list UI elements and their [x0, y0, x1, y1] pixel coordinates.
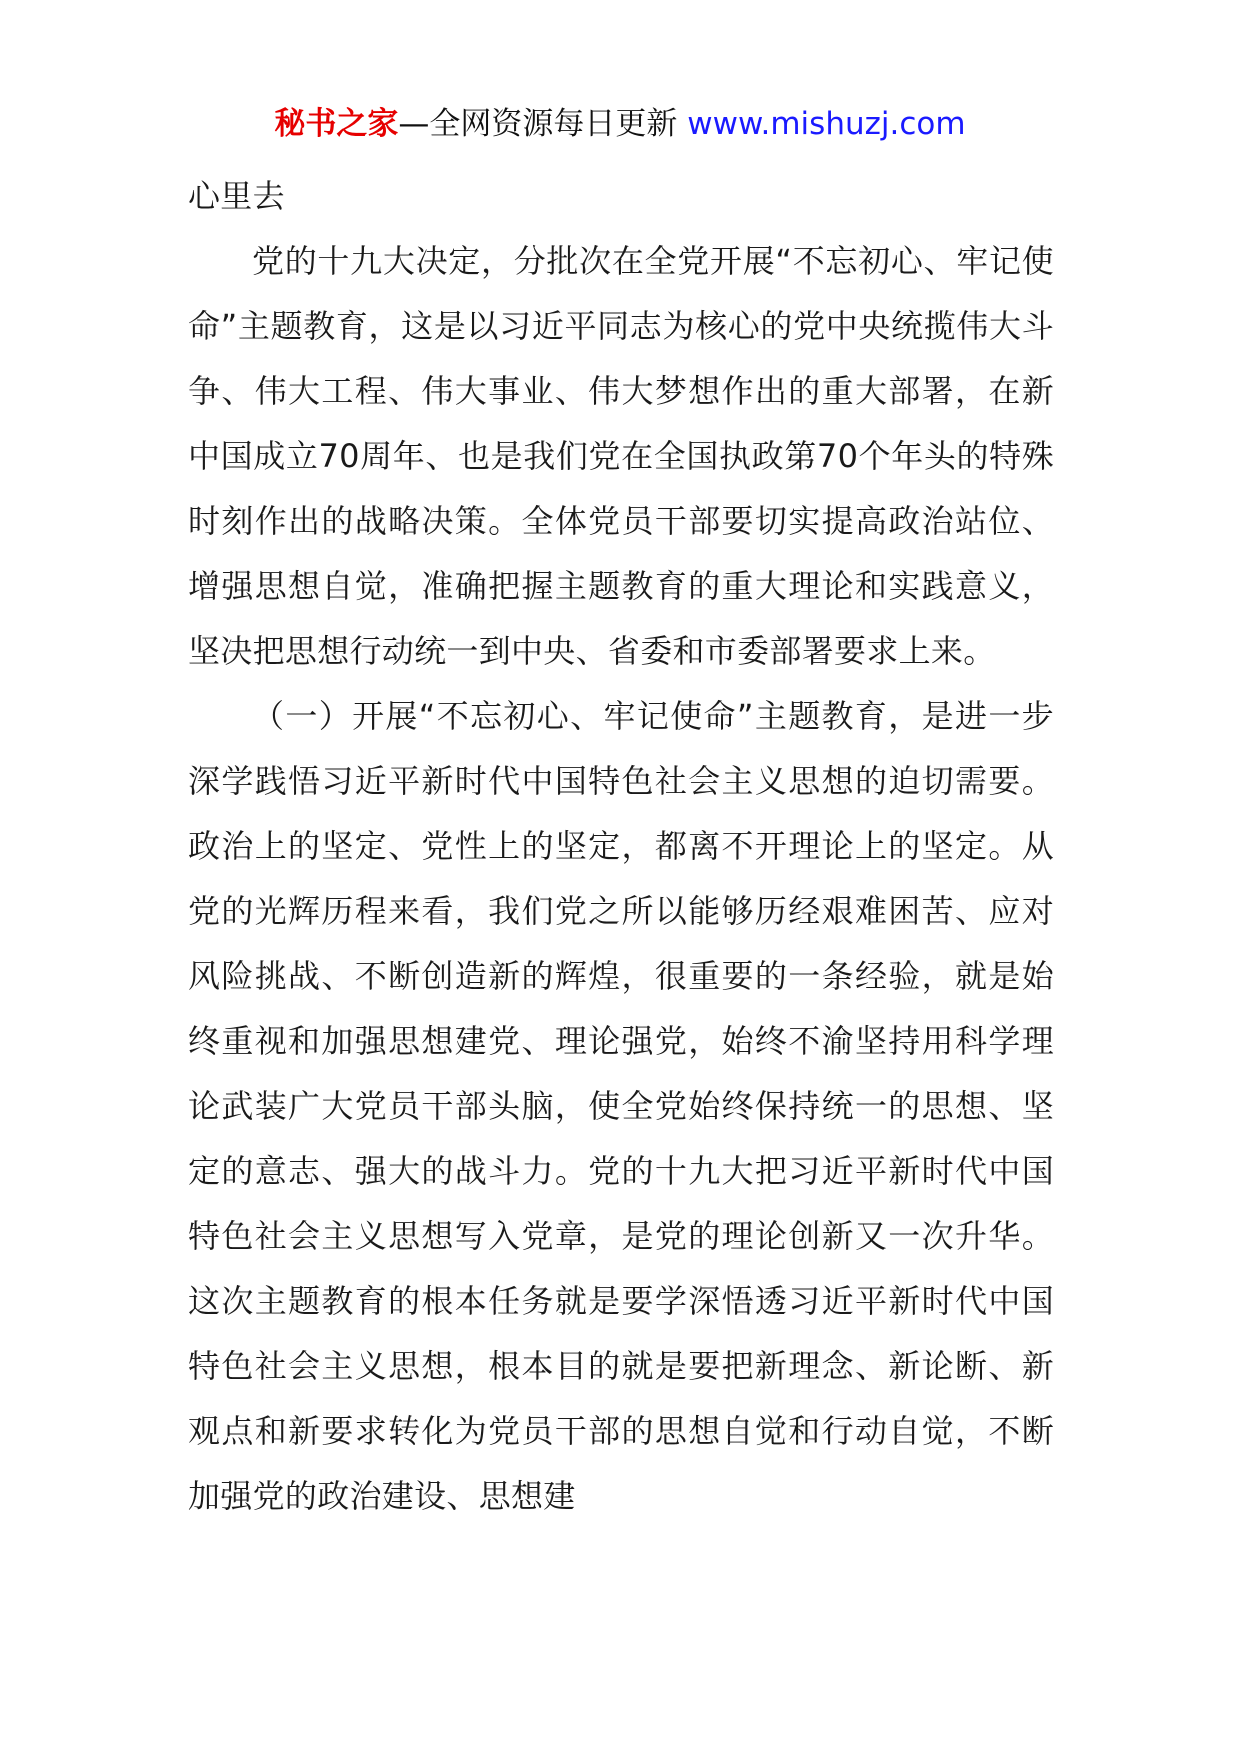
site-url-link[interactable]: www.mishuzj.com — [687, 106, 966, 142]
site-header — [0, 100, 1240, 148]
site-slogan: —全网资源每日更新 — [398, 106, 678, 142]
paragraph-continuation: 心里去 — [188, 177, 285, 215]
paragraph-intro: 党的十九大决定，分批次在全党开展“不忘初心、牢记使命”主题教育，这是以习近平同志为核心的党中央统揽伟大斗争、伟大工程、伟大事业、伟大梦想作出的重大部署，在新中国成立70周年、也是我们党在全国执政第70个年头的特殊时刻作出的战略决策。全体党员干部要切实提高政治站位、增强思想自觉，准确把握主题教育的重大理论和实践意义，坚决把思想行动统一到中央、省委和市委部署要求上来。 — [188, 242, 1054, 670]
document-body — [188, 164, 1054, 1529]
paragraph-section-one: （一）开展“不忘初心、牢记使命”主题教育，是进一步深学践悟习近平新时代中国特色社会主义思想的迫切需要。政治上的坚定、党性上的坚定，都离不开理论上的坚定。从党的光辉历程来看，我们党之所以能够历经艰难困苦、应对风险挑战、不断创造新的辉煌，很重要的一条经验，就是始终重视和加强思想建党、理论强党，始终不渝坚持用科学理论武装广大党员干部头脑，使全党始终保持统一的思想、坚定的意志、强大的战斗力。党的十九大把习近平新时代中国特色社会主义思想写入党章，是党的理论创新又一次升华。这次主题教育的根本任务就是要学深悟透习近平新时代中国特色社会主义思想，根本目的就是要把新理念、新论断、新观点和新要求转化为党员干部的思想自觉和行动自觉，不断加强党的政治建设、思想建 — [188, 697, 1054, 1515]
site-brand: 秘书之家 — [274, 106, 399, 142]
